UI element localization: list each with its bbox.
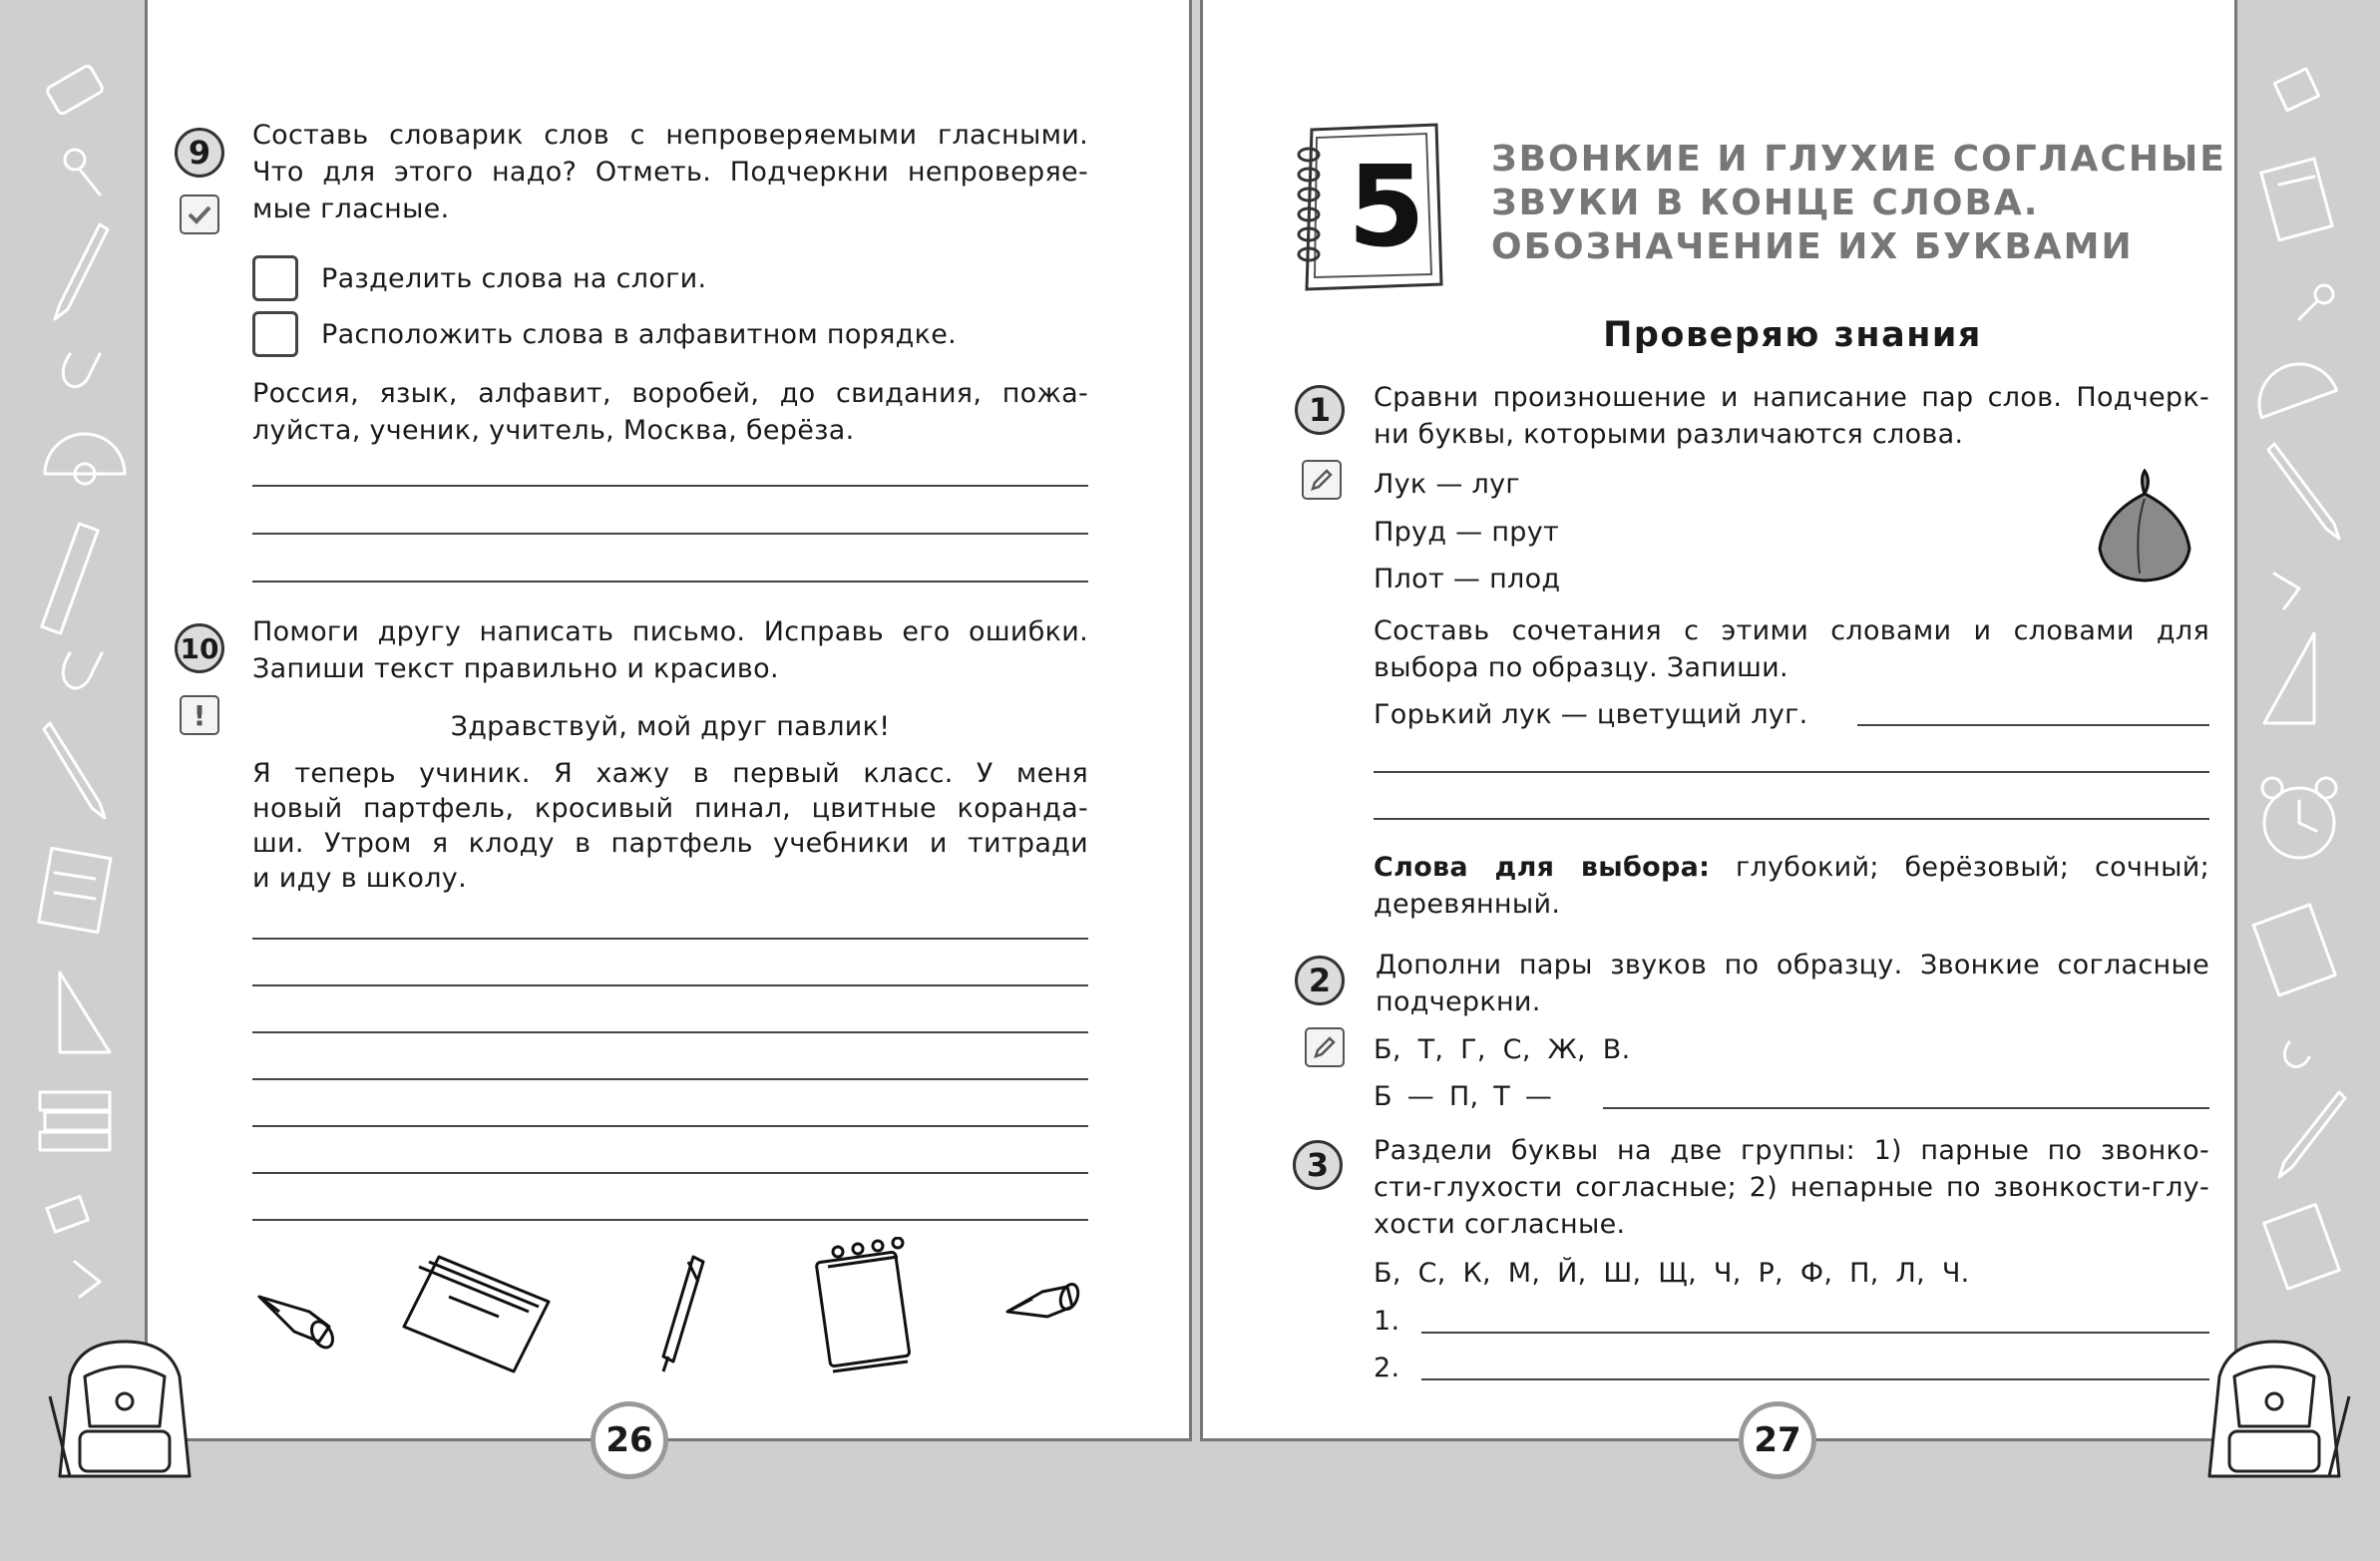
exercise-3-instruction-line-3: хости согласные. (1374, 1209, 1626, 1240)
notepad-icon (39, 848, 111, 932)
exercise-9-words-line-2: луйста, ученик, учитель, Москва, берёза. (252, 415, 855, 446)
checkbox-icon (180, 195, 219, 234)
exercise-3-number: 3 (1293, 1140, 1343, 1190)
school-supplies-sidebar-left (30, 55, 140, 1302)
answer-line[interactable] (252, 1031, 1088, 1033)
page-number-26: 26 (591, 1401, 668, 1479)
exercise-1-number: 1 (1295, 385, 1345, 435)
exercise-2-instruction-line-1: Дополни пары звуков по образцу. Звонкие согласные (1376, 950, 2209, 980)
option-label-2: Расположить слова в алфавитном порядке. (321, 319, 958, 350)
books-icon (40, 1092, 110, 1150)
exercise-3-instruction-line-1: Раздели буквы на две группы: 1) парные по звонко- (1374, 1135, 2209, 1166)
exercise-10-instruction-line-1: Помоги другу написать письмо. Исправь его ошибки. (252, 616, 1088, 647)
onion-icon (2090, 469, 2199, 588)
protractor-icon (2248, 353, 2337, 418)
choice-words: глубокий; берёзовый; сочный; (1735, 852, 2209, 883)
exercise-1-task-line-2: выбора по образцу. Запиши. (1374, 652, 1788, 683)
exercise-9-instruction-line-2: Что для этого надо? Отметь. Подчеркни непроверяе- (252, 157, 1088, 188)
letter-greeting: Здравствуй, мой друг павлик! (450, 711, 891, 742)
exercise-2-letters: Б, Т, Г, С, Ж, В. (1374, 1034, 1631, 1065)
fountain-pen-icon (663, 1257, 703, 1371)
pencil-task-icon (1302, 460, 1342, 500)
option-checkbox-2[interactable] (252, 311, 298, 357)
answer-line[interactable] (1421, 1332, 2209, 1334)
answer-line[interactable] (252, 1078, 1088, 1080)
notebook-icon (404, 1257, 549, 1371)
option-label-1: Разделить слова на слоги. (321, 263, 707, 294)
exercise-2-number: 2 (1295, 956, 1345, 1005)
clip-icon (2274, 574, 2299, 608)
school-supplies-illustration (249, 1237, 1097, 1376)
exercise-10-number: 10 (175, 623, 224, 673)
answer-line[interactable] (252, 1125, 1088, 1127)
answer-line[interactable] (252, 485, 1088, 487)
exercise-9-number: 9 (175, 128, 224, 178)
pen-icon (55, 224, 108, 319)
exercise-1-task-line-1: Составь сочетания с этими словами и словами для (1374, 615, 2209, 646)
triangle-ruler-icon (60, 973, 110, 1052)
sharpener-icon (47, 1197, 88, 1232)
choice-words-line-1 (1374, 849, 2209, 886)
sharpener-icon (2274, 69, 2318, 111)
letter-line-3: ши. Утром я клоду в партфель учебники и титради (252, 828, 1088, 859)
chapter-number: 5 (1348, 143, 1425, 272)
answer-line[interactable] (252, 984, 1088, 986)
answer-line[interactable] (252, 533, 1088, 535)
pen-icon (2268, 444, 2339, 539)
answer-line[interactable] (252, 1219, 1088, 1221)
exercise-2-instruction-line-2: подчеркни. (1376, 986, 1541, 1017)
exercise-3-row-2-label: 2. (1374, 1353, 1400, 1383)
pin-icon (65, 150, 100, 195)
answer-line[interactable] (252, 1172, 1088, 1174)
paperclip-icon (2284, 1042, 2309, 1066)
letter-line-1: Я теперь учиник. Я хажу в первый класс. У меня (252, 758, 1088, 789)
pencil-stub-icon (259, 1297, 337, 1352)
backpack-icon (40, 1337, 209, 1486)
word-pair-2: Пруд — прут (1374, 517, 1560, 548)
section-title: Проверяю знания (1603, 315, 1982, 355)
clip-icon (75, 1262, 100, 1297)
chapter-title-line-2: ЗВУКИ В КОНЦЕ СЛОВА. (1491, 183, 2040, 223)
pencil-stub-icon-2 (1007, 1282, 1081, 1317)
letter-line-2: новый партфель, кросивый пинал, цвитные коранда- (252, 793, 1088, 824)
exercise-1-instruction-line-2: ни буквы, которыми различаются слова. (1374, 419, 1964, 450)
exercise-3-instruction-line-2: сти-глухости согласные; 2) непарные по звонкости-глу- (1374, 1172, 2209, 1203)
paperclip-icon-2 (63, 653, 102, 688)
spiral-notepad-icon (816, 1238, 910, 1371)
exercise-9-instruction-line-1: Составь словарик слов с непроверяемыми гласными. (252, 120, 1088, 151)
exercise-1-instruction-line-1: Сравни произношение и написание пар слов. Подчерк- (1374, 382, 2209, 413)
school-supplies-sidebar-right (2244, 55, 2364, 1302)
chapter-title-line-3: ОБОЗНАЧЕНИЕ ИХ БУКВАМИ (1491, 226, 2134, 267)
exercise-9-instruction-line-3: мые гласные. (252, 194, 450, 224)
pencil-icon (44, 723, 105, 818)
answer-line[interactable] (1603, 1107, 2209, 1109)
backpack-icon-right (2189, 1337, 2359, 1486)
option-checkbox-1[interactable] (252, 255, 298, 301)
answer-line[interactable] (252, 581, 1088, 583)
exercise-1-example: Горький лук — цветущий луг. (1374, 699, 1808, 730)
word-pair-1: Лук — луг (1374, 469, 1520, 500)
answer-line[interactable] (1374, 771, 2209, 773)
notepad-icon (2261, 159, 2332, 240)
exercise-2-sample: Б — П, Т — (1374, 1081, 1553, 1112)
word-pair-3: Плот — плод (1374, 564, 1561, 594)
attention-icon: ! (180, 695, 219, 735)
exercise-3-row-1-label: 1. (1374, 1306, 1400, 1337)
exercise-9-words-line-1: Россия, язык, алфавит, воробей, до свидания, пожа- (252, 378, 1088, 409)
letter-line-4: и иду в школу. (252, 863, 467, 894)
paperclip-icon (63, 354, 100, 387)
pin-icon (2299, 285, 2333, 319)
eraser-icon (46, 65, 104, 116)
exercise-3-letters: Б, С, К, М, Й, Ш, Щ, Ч, Р, Ф, П, Л, Ч. (1374, 1258, 1970, 1289)
pencil-task-icon (1305, 1027, 1345, 1067)
alarm-clock-icon (2262, 778, 2336, 858)
notebook-icon (2253, 905, 2335, 995)
triangle-ruler-icon (2264, 633, 2314, 723)
answer-line[interactable] (1857, 724, 2209, 726)
answer-line[interactable] (252, 938, 1088, 940)
exercise-10-instruction-line-2: Запиши текст правильно и красиво. (252, 653, 779, 684)
answer-line[interactable] (1421, 1378, 2209, 1380)
answer-line[interactable] (1374, 818, 2209, 820)
protractor-icon (45, 434, 125, 484)
notepad-icon-2 (2264, 1205, 2340, 1290)
choice-words-line-2: деревянный. (1374, 889, 1561, 920)
page-number-27: 27 (1739, 1401, 1816, 1479)
ruler-icon (42, 524, 98, 633)
pencil-icon (2279, 1092, 2345, 1177)
chapter-title-line-1: ЗВОНКИЕ И ГЛУХИЕ СОГЛАСНЫЕ (1491, 139, 2226, 180)
choice-label: Слова для выбора: (1374, 852, 1711, 883)
